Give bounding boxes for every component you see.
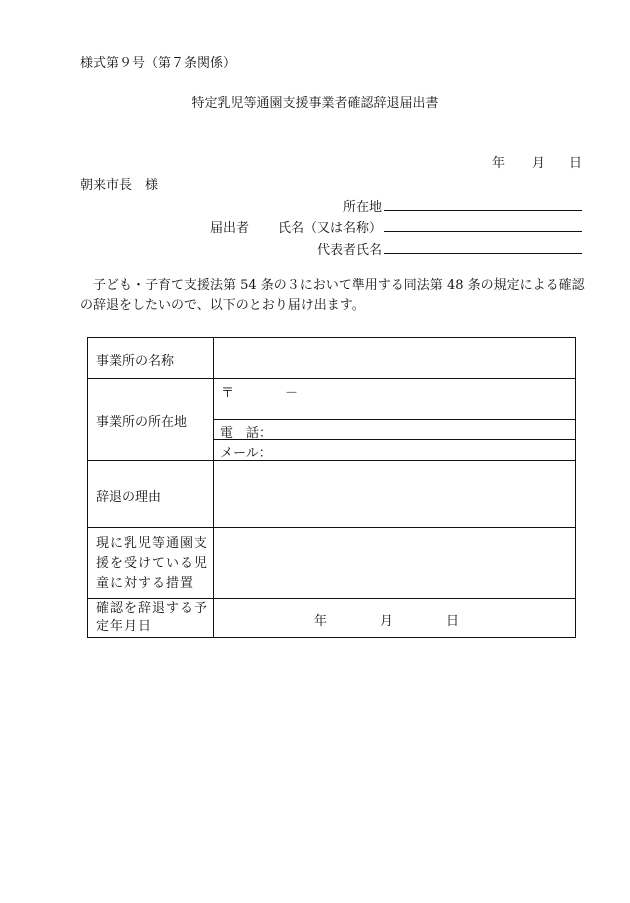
date-day-label: 日 — [569, 156, 583, 171]
notifier-label: 届出者 — [210, 221, 250, 236]
row-divider — [88, 527, 575, 528]
row-divider — [88, 598, 575, 599]
office-name-label: 事業所の名称 — [96, 354, 175, 369]
name-label: 氏名（又は名称） — [277, 221, 382, 236]
date-year-label: 年 — [492, 156, 506, 171]
reason-label: 辞退の理由 — [96, 490, 162, 505]
decline-date-day: 日 — [446, 614, 460, 629]
name-fill-line[interactable] — [384, 231, 582, 232]
addressee: 朝来市長 様 — [80, 178, 159, 193]
row-divider — [88, 378, 575, 379]
address-sub-divider — [213, 419, 575, 420]
body-paragraph: 子ども・子育て支援法第 54 条の３において準用する同法第 48 条の規定による確認の辞退をしたいので、以下のとおり届け出ます。 — [80, 278, 585, 313]
date-month-label: 月 — [532, 156, 546, 171]
details-table — [87, 337, 576, 638]
postal-dash: － — [285, 386, 299, 401]
postal-mark: 〒 — [221, 386, 235, 401]
email-label: メール： — [220, 446, 272, 461]
decline-date-label: 確認を辞退する予定年月日 — [96, 601, 209, 634]
decline-date-month: 月 — [380, 614, 394, 629]
decline-date-year: 年 — [314, 614, 328, 629]
office-address-label: 事業所の所在地 — [96, 415, 188, 430]
representative-fill-line[interactable] — [384, 253, 582, 254]
address-fill-line[interactable] — [384, 210, 582, 211]
phone-label: 電 話： — [220, 426, 273, 441]
label-column-divider — [213, 338, 214, 637]
row-divider — [88, 460, 575, 461]
address-label: 所在地 — [342, 200, 382, 215]
document-title: 特定乳児等通園支援事業者確認辞退届出書 — [191, 96, 439, 111]
measures-label: 現に乳児等通園支援を受けている児童に対する措置 — [96, 536, 209, 591]
representative-label: 代表者氏名 — [316, 243, 382, 258]
form-number: 様式第９号（第７条関係） — [80, 56, 237, 71]
